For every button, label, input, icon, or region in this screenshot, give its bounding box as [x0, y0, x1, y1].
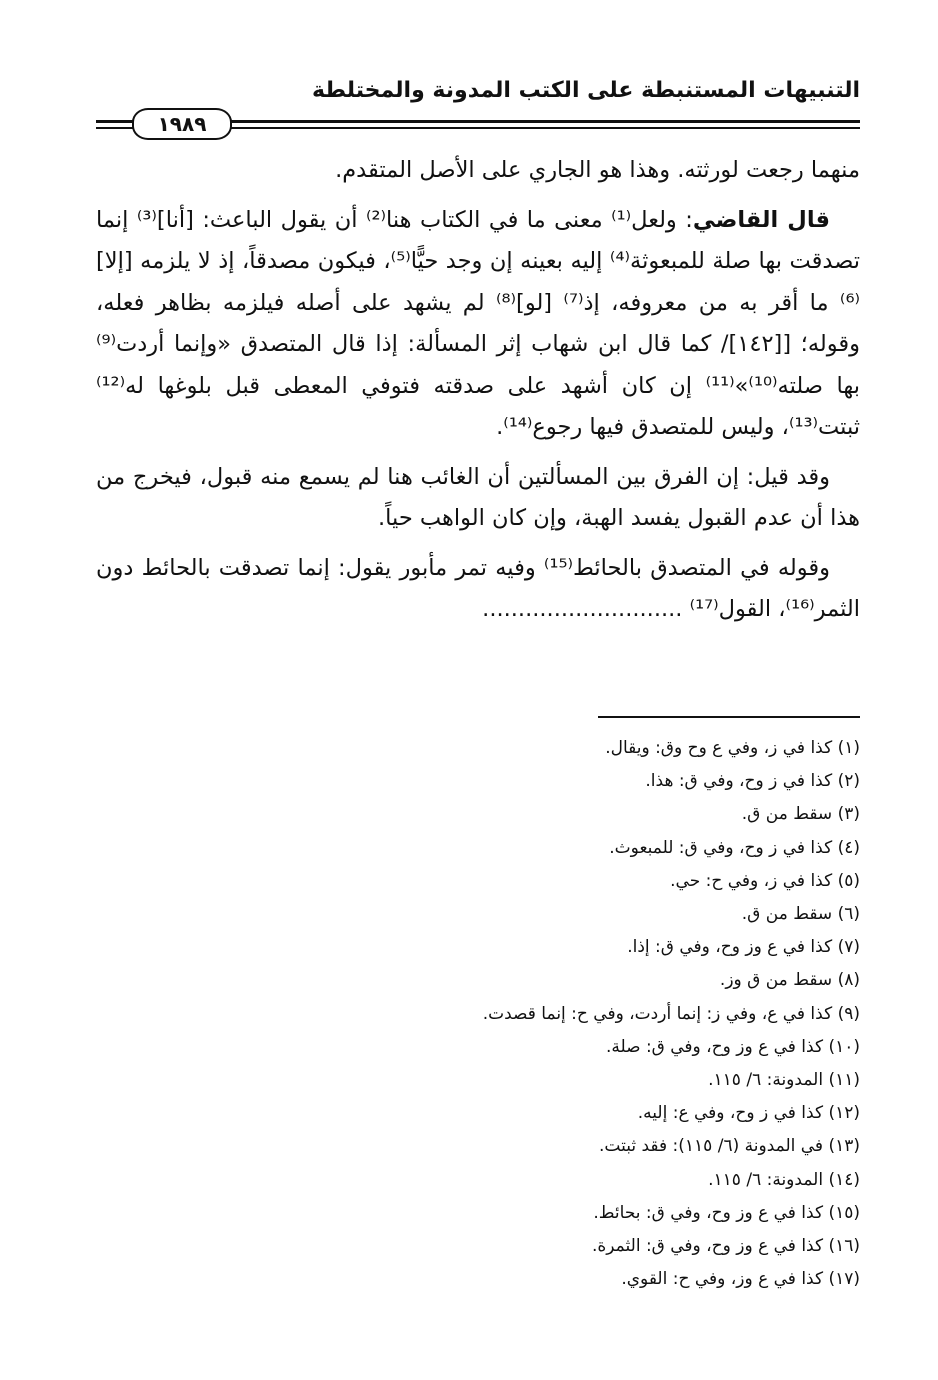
footnote-item: (١٤) المدونة: ٦/ ١١٥. [708, 1169, 860, 1190]
paragraph-2 [96, 200, 860, 449]
footnote-item: (٤) كذا في ز وح، وفي ق: للمبعوث. [609, 837, 860, 858]
footnotes-list [96, 732, 860, 1296]
paragraph-2-text: : ولعل⁽¹⁾ معنى ما في الكتاب هنا⁽²⁾ أن يقول الباعث: [أنا]⁽³⁾ إنما تصدقت بها صلة للمبعوثة⁽⁴⁾ إليه بعينه إن وجد حيًّا⁽⁵⁾، فيكون مصدقاً، إذ لا يلزمه [إلا]⁽⁶⁾ ما أقر به من معروفه، إذ⁽⁷⁾ [لو]⁽⁸⁾ لم يشهد على أصله فيلزمه بظاهر فعله، وقوله؛ [[١٤٢]/ كما قال ابن شهاب إثر المسألة: إذا قال المتصدق «وإنما أردت⁽⁹⁾ بها صلته⁽¹⁰⁾»⁽¹¹⁾ إن كان أشهد على صدقته فتوفي المعطى قبل بلوغها له⁽¹²⁾ ثبتت⁽¹³⁾، وليس للمتصدق فيها رجوع⁽¹⁴⁾. [96, 206, 861, 440]
footnote-item: (٨) سقط من ق وز. [719, 970, 860, 991]
footnote-item: (٥) كذا في ز، وفي ح: حي. [670, 870, 860, 891]
footnote-item: (١٣) في المدونة (٦/ ١١٥): فقد ثبتت. [599, 1136, 860, 1157]
running-title: التنبيهات المستنبطة على الكتب المدونة والمختلطة [311, 78, 860, 103]
footnote-item: (٢) كذا في ز وح، وفي ق: هذا. [645, 771, 860, 792]
footnote-item: (١٥) كذا في ع وز وح، وفي ق: بحائط. [593, 1202, 860, 1223]
footnote-item: (١٢) كذا في ز وح، وفي ع: إليه. [637, 1103, 860, 1124]
footnote-item: (١) كذا في ز، وفي ع وح وق: ويقال. [605, 738, 860, 758]
paragraph-4: وقوله في المتصدق بالحائط⁽¹⁵⁾ وفيه تمر مأبور يقول: إنما تصدقت بالحائط دون الثمر⁽¹⁶⁾، القول⁽¹⁷⁾ ............................ [96, 554, 860, 622]
page-number: ١٩٨٩ [132, 108, 232, 140]
footnote-item: (٣) سقط من ق. [741, 804, 860, 825]
footnote-item: (١١) المدونة: ٦/ ١١٥. [708, 1070, 860, 1091]
footnote-item: (١٦) كذا في ع وز وح، وفي ق: الثمرة. [591, 1236, 860, 1257]
footnote-item: (٦) سقط من ق. [741, 904, 860, 925]
paragraph-1: منهما رجعت لورثته. وهذا هو الجاري على الأصل المتقدم. [335, 157, 860, 183]
footnote-item: (١٧) كذا في ع وز، وفي ح: القوي. [621, 1269, 860, 1290]
footnote-item: (١٠) كذا في ع وز وح، وفي ق: صلة. [605, 1036, 860, 1057]
paragraph-2-lead: قال القاضي [692, 206, 830, 233]
main-text [96, 150, 860, 639]
footnote-item: (٩) كذا في ع، وفي ز: إنما أردت، وفي ح: إنما قصدت. [482, 1003, 860, 1024]
paragraph-3: وقد قيل: إن الفرق بين المسألتين أن الغائب هنا لم يسمع منه قبول، فيخرج من هذا أن عدم القبول يفسد الهبة، وإن كان الواهب حياً. [96, 463, 860, 531]
footnote-separator [598, 716, 860, 718]
footnote-item: (٧) كذا في ع وز وح، وفي ق: إذا. [627, 937, 860, 958]
